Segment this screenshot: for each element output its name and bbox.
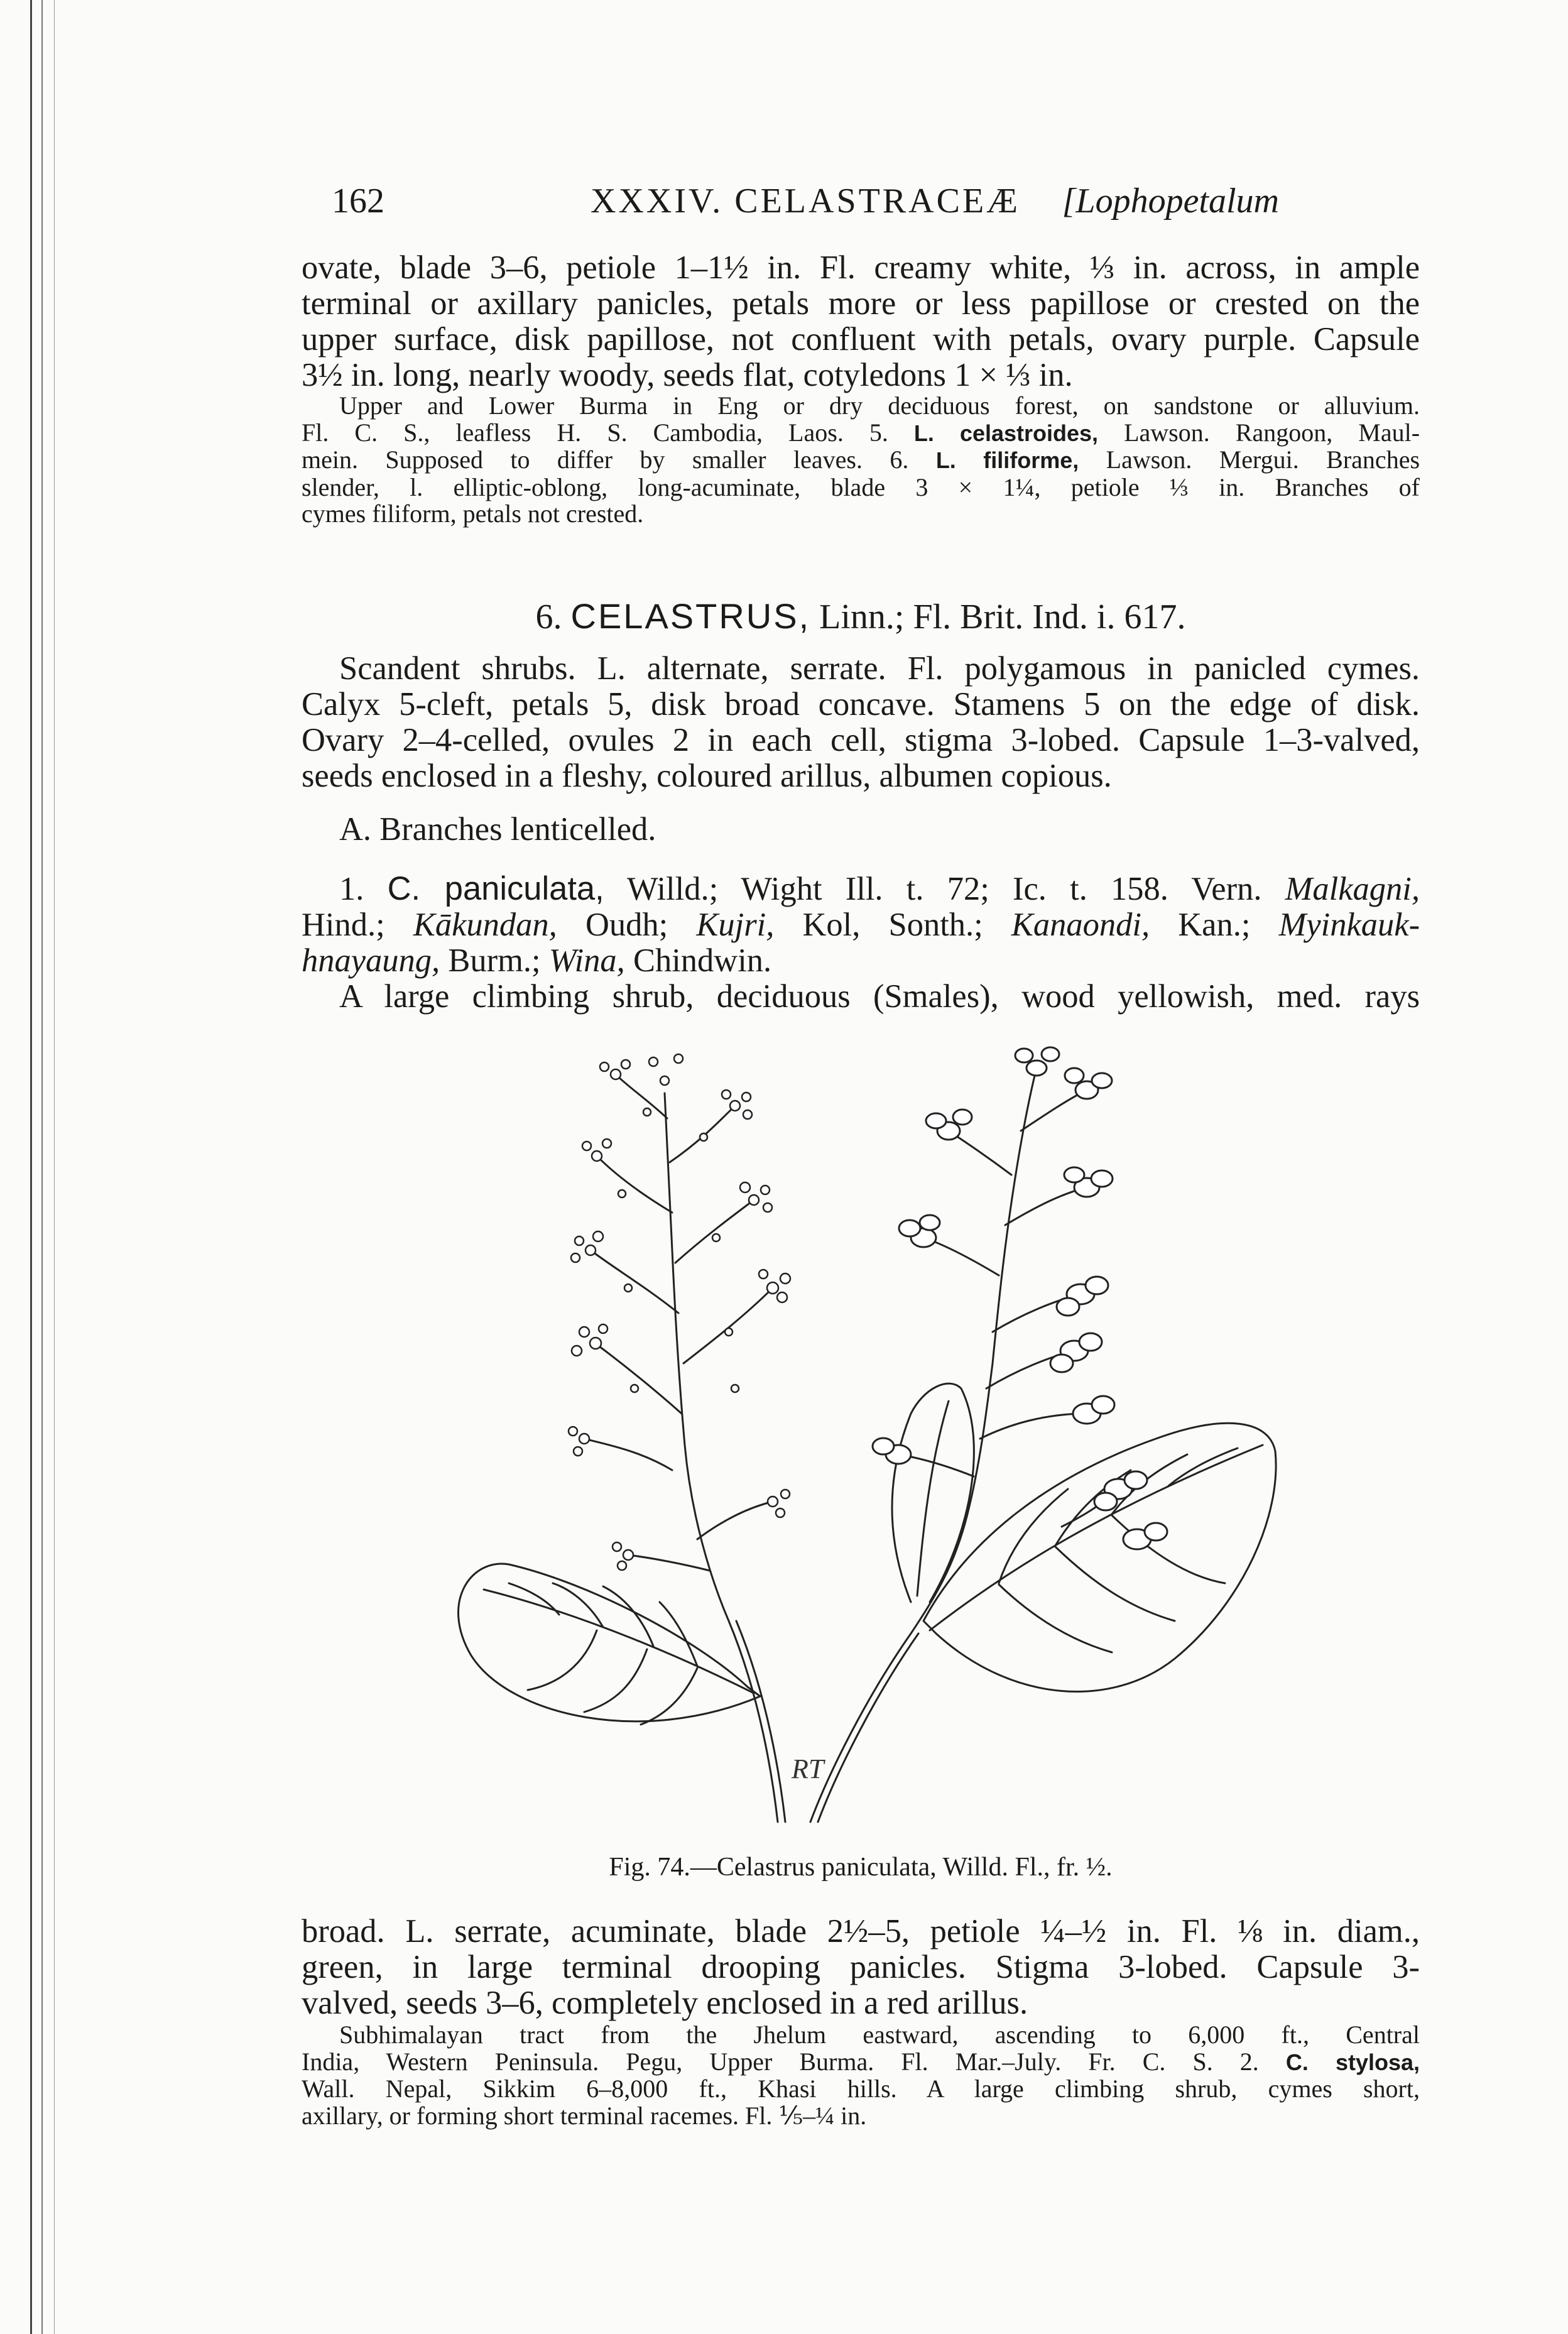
text-line: Wall. Nepal, Sikkim 6–8,000 ft., Khasi hills. A large climbing shrub, cymes short, (302, 2075, 1420, 2103)
distribution-note (302, 393, 1420, 528)
right-leaf (923, 1423, 1276, 1691)
text-line: cymes filiform, petals not crested. (302, 499, 644, 528)
text-line: Calyx 5-cleft, petals 5, disk broad concave. Stamens 5 on the edge of disk. (302, 686, 1420, 723)
vernacular-name: Kujri, (696, 907, 775, 943)
text-line: 3½ in. long, nearly woody, seeds flat, cotyledons 1 × ⅓ in. (302, 357, 1073, 393)
text-line: Upper and Lower Burma in Eng or dry deciduous forest, on sandstone or alluvium. (339, 391, 1420, 420)
vernacular-name: Kanaondi, (1011, 907, 1150, 943)
key-a: A. Branches lenticelled. (339, 811, 656, 848)
right-stem (810, 1068, 1037, 1822)
flower-clusters (569, 1054, 790, 1570)
text-line: seeds enclosed in a fleshy, coloured arillus, albumen copious. (302, 758, 1112, 794)
text-segment: Kol, Sonth.; (802, 907, 983, 943)
text-segment: Kan.; (1178, 907, 1251, 943)
species-name: L. celastroides, (913, 420, 1099, 446)
text-line: axillary, or forming short terminal racemes. Fl. ⅕–¼ in. (302, 2101, 867, 2130)
figure-caption: Fig. 74.—Celastrus paniculata, Willd. Fl., fr. ½. (609, 1853, 1113, 1882)
genus-name: CELASTRUS, (570, 596, 811, 636)
species-name: C. paniculata, (387, 870, 604, 907)
right-stem-outline (818, 1633, 918, 1822)
text-line: slender, l. elliptic-oblong, long-acuminate, blade 3 × 1¼, petiole ⅓ in. Branches of (302, 472, 1420, 501)
text-segment: India, Western Peninsula. Pegu, Upper Burma. Fl. Mar.–July. Fr. C. S. 2. (302, 2047, 1259, 2076)
text-line (302, 447, 1420, 474)
botanical-illustration (433, 1037, 1369, 1847)
text-segment: Lawson. Mergui. Branches (1106, 445, 1420, 474)
text-segment: mein. Supposed to differ by smaller leaves. 6. (302, 445, 909, 474)
text-line: ovate, blade 3–6, petiole 1–1½ in. Fl. creamy white, ⅓ in. across, in ample (302, 249, 1420, 286)
text-line (302, 907, 1420, 943)
text-line (302, 2049, 1420, 2076)
genus-description (302, 651, 1420, 794)
text-segment: Hind.; (302, 907, 385, 943)
artist-monogram: RT (792, 1753, 824, 1784)
text-line: Ovary 2–4-celled, ovules 2 in each cell, stigma 3-lobed. Capsule 1–3-valved, (302, 722, 1420, 758)
text-segment: Lawson. Rangoon, Maul- (1124, 418, 1420, 447)
binding-edge (41, 0, 43, 2334)
text-line (302, 943, 1420, 979)
text-line: broad. L. serrate, acuminate, blade 2½–5, petiole ¼–½ in. Fl. ⅛ in. diam., (302, 1913, 1420, 1950)
text-line: upper surface, disk papillose, not confluent with petals, ovary purple. Capsule (302, 321, 1420, 357)
text-line: green, in large terminal drooping panicles. Stigma 3-lobed. Capsule 3- (302, 1949, 1420, 1985)
binding-edge (30, 0, 32, 2334)
text-segment: Burm.; (448, 942, 541, 979)
vernacular-name: hnayaung, (302, 942, 440, 979)
vernacular-name: Kākundan, (413, 907, 557, 943)
family-title: XXXIV. CELASTRACEÆ (591, 182, 1020, 221)
distribution-note-2 (302, 2022, 1420, 2129)
text-line (302, 420, 1420, 447)
text-line: terminal or axillary panicles, petals more or less papillose or crested on the (302, 285, 1420, 322)
right-leaf-midrib (930, 1445, 1263, 1630)
species-number: 1. (339, 871, 364, 907)
text-line: A large climbing shrub, deciduous (Smales), wood yellowish, med. rays (339, 978, 1420, 1015)
vernacular-name: Malkagni, (1285, 871, 1420, 907)
running-header (332, 181, 1279, 231)
text-line: Subhimalayan tract from the Jhelum eastward, ascending to 6,000 ft., Central (339, 2020, 1420, 2049)
vernacular-name: Wina, (548, 942, 625, 979)
genus-number: 6. (535, 597, 562, 636)
genus-heading (302, 596, 1420, 637)
text-segment: Oudh; (585, 907, 668, 943)
continued-description (302, 250, 1420, 393)
text-line: valved, seeds 3–6, completely enclosed in a red arillus. (302, 1985, 1028, 2021)
species-description (302, 1914, 1420, 2021)
text-segment: Willd.; Wight Ill. t. 72; Ic. t. 158. Vern. (627, 871, 1262, 907)
text-segment: Fl. C. S., leafless H. S. Cambodia, Laos. 5. (302, 418, 888, 447)
vernacular-name: Myinkauk- (1278, 907, 1420, 943)
text-line (302, 871, 1420, 907)
running-head: [Lophopetalum (1062, 182, 1279, 221)
text-line: Scandent shrubs. L. alternate, serrate. Fl. polygamous in panicled cymes. (339, 650, 1420, 687)
species-name: C. stylosa, (1285, 2049, 1420, 2075)
species-entry (302, 871, 1420, 1015)
back-leaf (892, 1383, 974, 1602)
page-number: 162 (332, 182, 384, 221)
text-segment: Chindwin. (633, 942, 772, 979)
key-entry (302, 812, 1420, 848)
binding-edge (54, 0, 55, 2334)
species-name: L. filiforme, (935, 447, 1079, 473)
genus-authority: Linn.; Fl. Brit. Ind. i. 617. (819, 597, 1186, 636)
left-stem (665, 1093, 778, 1822)
